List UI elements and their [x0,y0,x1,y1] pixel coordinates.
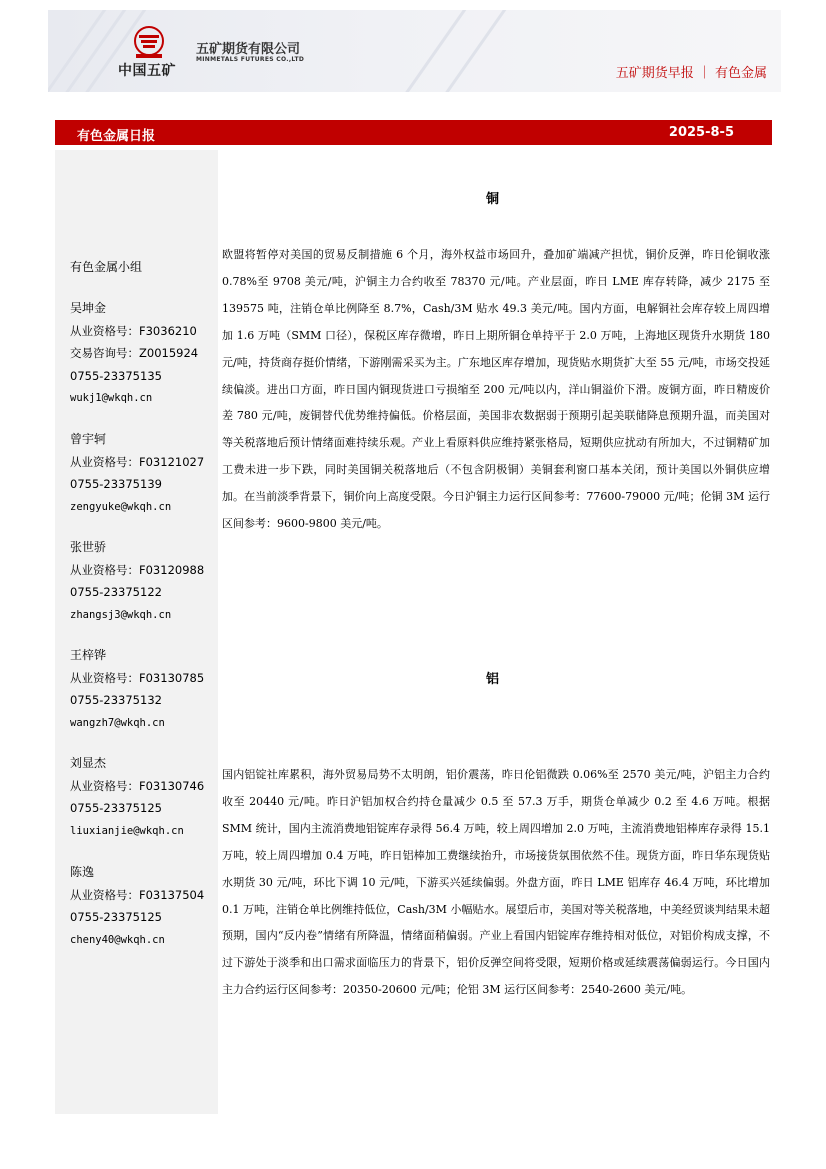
analyst-card [70,644,204,734]
analyst-name: 吴坤金 [70,301,107,315]
analyst-email: wangzh7@wkqh.cn [70,716,165,729]
report-date: 2025-8-5 [668,125,734,140]
analyst-phone: 0755-23375125 [70,910,162,924]
analyst-consult-id: 交易咨询号：Z0015924 [70,346,199,360]
analyst-email: wukj1@wkqh.cn [70,392,153,404]
analyst-card [70,536,204,626]
company-name-en: MINMETALS FUTURES CO.,LTD [196,56,305,63]
analyst-name: 陈逸 [70,865,95,879]
aluminum-commentary: 国内铝锭社库累积，海外贸易局势不太明朗，铝价震荡，昨日伦铝微跌 0.06%至 2570 美元/吨，沪铝主力合约收至 20440 元/吨。昨日沪铝加权合约持仓量减少 0.5 至 57.3 万手，期货仓单减少 0.2 至 4.6 万吨。根据 SMM 统计，国内主流消费地铝锭库存录得 56.4 万吨，较上周四增加 2.0 万吨，主流消费地铝棒库存录得 15.1 万吨，较上周四增加 0.4 万吨，昨日铝棒加工费继续抬升，市场接货氛围依然不佳。现货方面，昨日华东现货贴水期货 30 元/吨，环比下调 10 元/吨，下游买兴延续偏弱。外盘方面，昨日 LME 铝库存 46.4 万吨，环比增加 0.1 万吨，注销仓单比例维持低位，Cash/3M 小幅贴水。展望后市，美国对等关税落地，中美经贸谈判结果未超预期，国内“反内卷”情绪有所降温，情绪面稍偏弱。产业上看国内铝锭库存维持相对低位，对铝价构成支撑，不过下游处于淡季和出口需求面临压力的背景下，铝价反弹空间将受限，短期价格或延续震荡偏弱运行。今日国内主力合约运行区间参考：20350-20600 元/吨；伦铝 3M 运行区间参考：2540-2600 美元/吨。 [222,768,770,997]
analyst-license: 从业资格号：F03120988 [70,562,205,577]
analyst-license: 从业资格号：F03137504 [70,887,205,902]
analyst-phone: 0755-23375132 [70,693,162,707]
analyst-license: 从业资格号：F03130746 [70,778,205,793]
report-title-bar [55,120,772,145]
analyst-name: 曾宇轲 [70,432,107,446]
analyst-card [70,428,204,518]
analyst-email: liuxianjie@wkqh.cn [70,824,184,837]
header-banner [48,10,781,92]
analyst-email: zhangsj3@wkqh.cn [70,608,172,621]
analyst-phone: 0755-23375135 [70,368,162,383]
section-title-copper: 铜 [486,192,500,207]
logo-text: 中国五矿 [118,63,176,79]
report-title: 有色金属日报 [77,129,156,144]
team-name: 有色金属小组 [70,260,143,274]
sidebar [55,150,218,1114]
minmetals-logo-icon [130,26,168,60]
analyst-name: 刘显杰 [70,756,107,770]
analyst-license: 从业资格号：F3036210 [70,323,197,338]
analyst-phone: 0755-23375125 [70,801,162,815]
analyst-name: 王梓铧 [70,648,107,662]
analyst-license: 从业资格号：F03130785 [70,670,205,685]
analyst-card [70,861,204,951]
analyst-card [70,297,198,410]
section-title-aluminum: 铝 [486,672,500,687]
report-brand: 五矿期货早报 ｜ 有色金属 [615,66,767,81]
analyst-email: cheny40@wkqh.cn [70,933,165,946]
company-name-cn: 五矿期货有限公司 [196,42,301,57]
copper-commentary: 欧盟将暂停对美国的贸易反制措施 6 个月，海外权益市场回升，叠加矿端减产担忧，铜价反弹，昨日伦铜收涨 0.78%至 9708 美元/吨，沪铜主力合约收至 78370 元/吨。产业层面，昨日 LME 库存转降，减少 2175 至 139575 吨，注销仓单比例降至 8.7%，Cash/3M 贴水 49.3 美元/吨。国内方面，电解铜社会库存较上周四增加 1.6 万吨（SMM 口径），保税区库存微增，昨日上期所铜仓单持平于 2.0 万吨，上海地区现货升水期货 180 元/吨，持货商存挺价情绪，下游刚需采买为主。广东地区库存增加，现货贴水期货扩大至 55 元/吨，市场交投延续偏淡。进出口方面，昨日国内铜现货进口亏损缩至 200 元/吨以内，洋山铜溢价下滑。废铜方面，昨日精废价差 780 元/吨，废铜替代优势维持偏低。价格层面，美国非农数据弱于预期引起美联储降息预期升温，而美国对等关税落地后预计情绪面难持续乐观。产业上看原料供应维持紧张格局，短期供应扰动有所加大，不过铜精矿加工费未进一步下跌，同时美国铜关税落地后（不包含阴极铜）美铜套利窗口基本关闭，预计美国以外铜供应增加。在当前淡季背景下，铜价向上高度受限。今日沪铜主力运行区间参考：77600-79000 元/吨；伦铜 3M 运行区间参考：9600-9800 美元/吨。 [222,248,770,531]
analyst-name: 张世骄 [70,540,107,554]
analyst-phone: 0755-23375139 [70,477,162,491]
analyst-card [70,752,204,842]
analyst-license: 从业资格号：F03121027 [70,454,205,469]
analyst-email: zengyuke@wkqh.cn [70,500,172,513]
analyst-phone: 0755-23375122 [70,585,162,599]
